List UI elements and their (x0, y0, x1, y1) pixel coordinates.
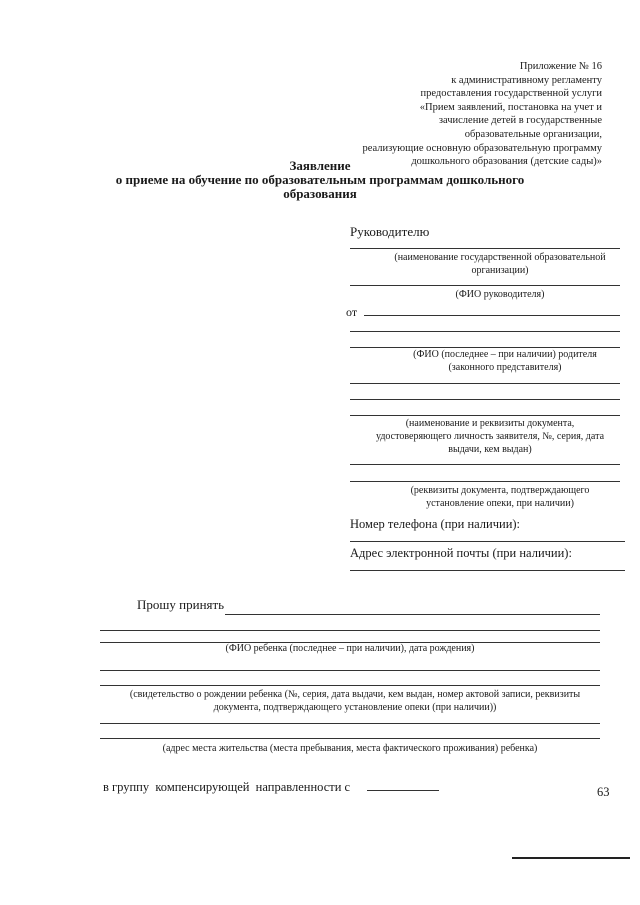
custody-doc-field-1[interactable] (350, 464, 620, 465)
birth-cert-caption: (свидетельство о рождении ребенка (№, серия, дата выдачи, кем выдан, номер актовой записи, реквизиты документа, подтверждающего установление опеки (при наличии)) (129, 689, 581, 713)
custody-doc-field-2[interactable] (350, 481, 620, 482)
address-field-1[interactable] (100, 723, 600, 724)
birth-cert-field-1[interactable] (100, 670, 600, 671)
parent-caption: (ФИО (последнее – при наличии) родителя (законного представителя) (413, 349, 597, 373)
annex-line: образовательные организации, (464, 128, 602, 140)
custody-caption: (реквизиты документа, подтверждающего установление опеки, при наличии) (410, 485, 590, 509)
annex-block (302, 60, 602, 169)
to-label: Руководителю (350, 224, 430, 239)
address-field-2[interactable] (100, 738, 600, 739)
org-caption: (наименование государственной образовательной организации) (394, 252, 606, 276)
annex-line: Приложение № 16 (519, 61, 602, 72)
head-caption: (ФИО руководителя) (455, 289, 545, 300)
phone-label: Номер телефона (при наличии): (350, 517, 521, 531)
address-caption: (адрес места жительства (места пребывания, места фактического проживания) ребенка) (162, 743, 538, 754)
from-label: от (346, 305, 358, 319)
annex-line: предоставления государственной услуги (420, 88, 602, 100)
document-title: Заявление (289, 158, 351, 173)
phone-field[interactable] (350, 541, 625, 542)
birth-cert-field-2[interactable] (100, 685, 600, 686)
id-doc-caption: (наименование и реквизиты документа, удостоверяющего личность заявителя, №, серия, дата выдачи, кем выдан) (375, 418, 605, 455)
head-name-field[interactable] (350, 285, 620, 286)
annex-line: реализующие основную образовательную программу (362, 142, 602, 154)
document-subtitle-cont: образования (283, 186, 357, 201)
org-name-field[interactable] (350, 248, 620, 249)
id-doc-field-3[interactable] (350, 415, 620, 416)
email-field[interactable] (350, 570, 625, 571)
parent-name-field-2[interactable] (350, 331, 620, 332)
page-number: 63 (597, 785, 610, 799)
id-doc-field-1[interactable] (350, 383, 620, 384)
group-text: в группу компенсирующей направленности с (103, 780, 351, 794)
child-caption: (ФИО ребенка (последнее – при наличии), дата рождения) (225, 643, 475, 654)
annex-line: дошкольного образования (детские сады)» (411, 156, 602, 168)
email-label: Адрес электронной почты (при наличии): (350, 546, 572, 560)
child-name-field-2[interactable] (100, 630, 600, 631)
child-name-field-1[interactable] (225, 614, 600, 615)
parent-name-field-1[interactable] (364, 315, 620, 316)
annex-line: к административному регламенту (451, 74, 602, 86)
request-label: Прошу принять (137, 597, 225, 612)
id-doc-field-2[interactable] (350, 399, 620, 400)
document-subtitle: о приеме на обучение по образовательным программам дошкольного (115, 172, 525, 187)
annex-line: «Прием заявлений, постановка на учет и (419, 101, 602, 113)
group-date-field[interactable] (367, 790, 439, 791)
bottom-rule (512, 857, 630, 859)
annex-line: зачисление детей в государственные (438, 115, 602, 127)
